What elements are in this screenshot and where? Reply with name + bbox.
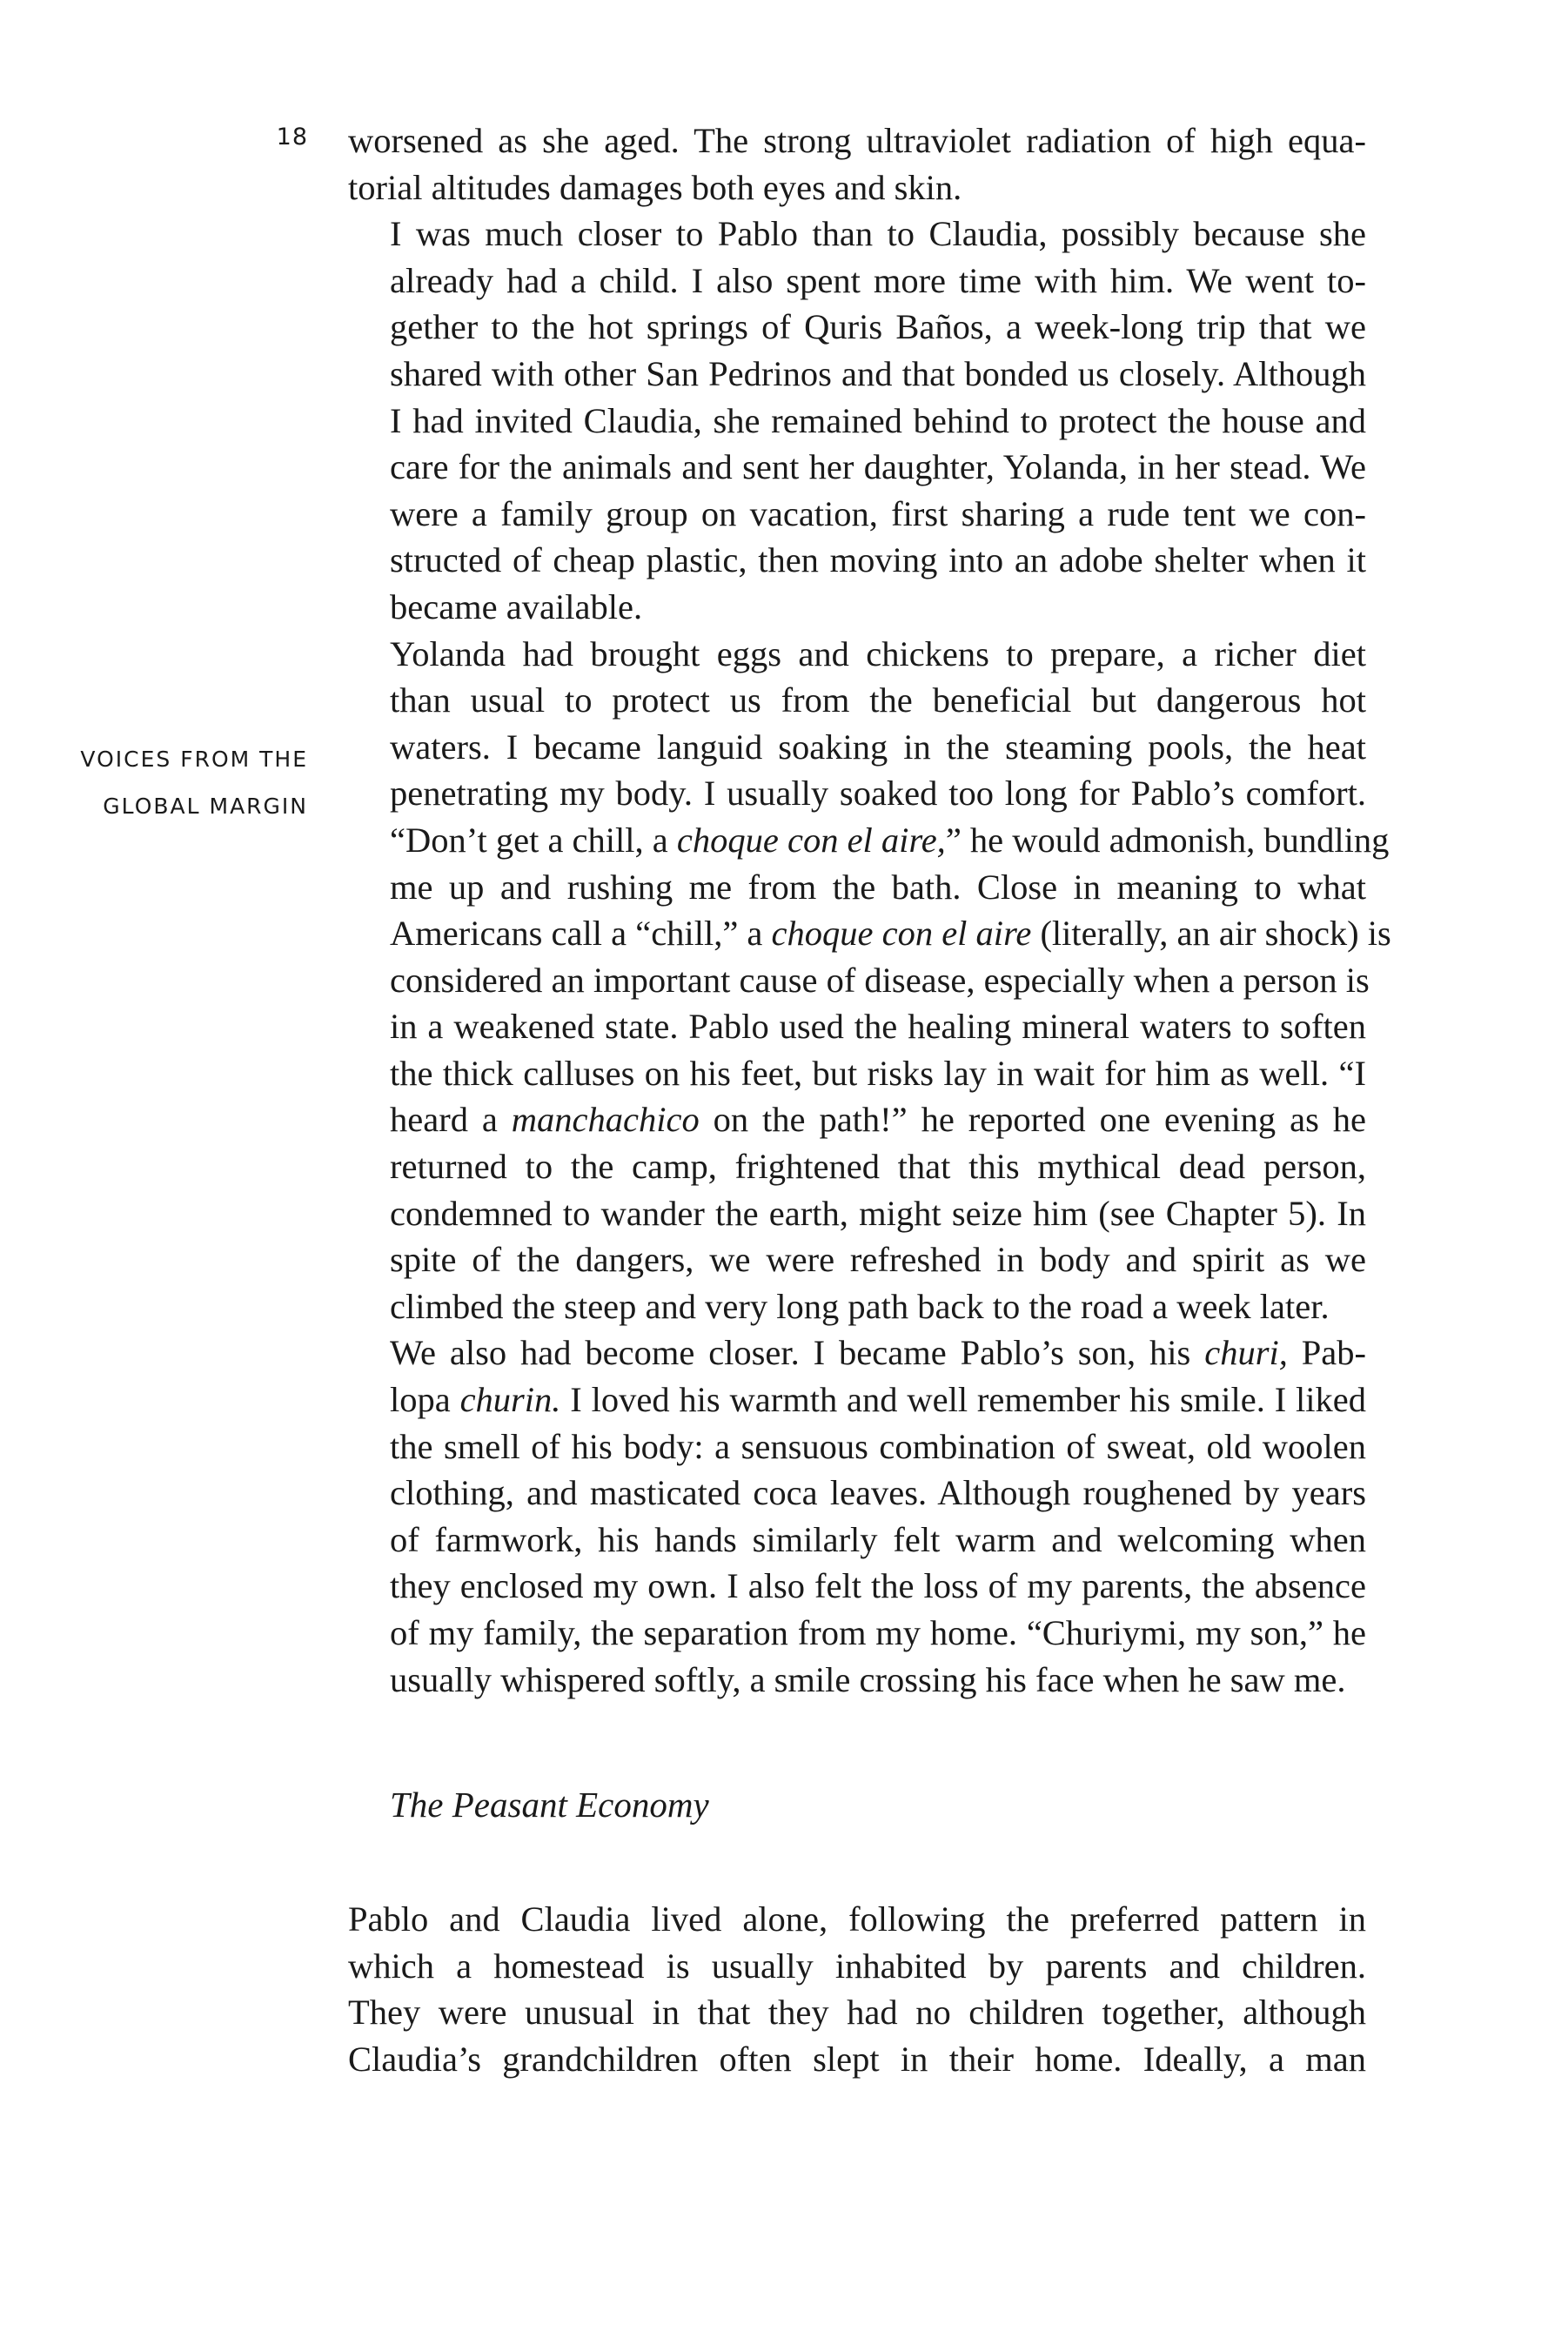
text-line: They were unusual in that they had no children together, although xyxy=(348,1993,1366,2033)
text-line: Claudia’s grandchildren often slept in their home. Ideally, a man xyxy=(348,2039,1366,2079)
text-line: care for the animals and sent her daughter, Yolanda, in her stead. We xyxy=(390,447,1366,487)
body-text xyxy=(348,117,1391,2083)
text-line: became available. xyxy=(390,586,643,626)
paragraph xyxy=(348,117,1366,211)
text-run: “Don’t get a chill, a xyxy=(390,820,677,860)
text-line: usually whispered softly, a smile crossing his face when he saw me. xyxy=(390,1659,1346,1699)
text-line xyxy=(348,910,1391,957)
text-line: which a homestead is usually inhabited by parents and children. xyxy=(348,1946,1366,1986)
running-head-line: VOICES FROM THE xyxy=(80,747,308,772)
italic-term: churi, xyxy=(1204,1333,1288,1373)
text-run: I loved his warmth and well remember his smile. I liked xyxy=(560,1380,1366,1420)
running-head-line: GLOBAL MARGIN xyxy=(103,794,308,819)
text-line: worsened as she aged. The strong ultraviolet radiation of high equa- xyxy=(348,121,1366,160)
paragraph xyxy=(348,631,1391,1330)
running-head xyxy=(52,736,308,830)
text-line xyxy=(348,1096,1366,1143)
text-line: clothing, and masticated coca leaves. Although roughened by years xyxy=(390,1473,1366,1513)
text-line: Pablo and Claudia lived alone, following the preferred pattern in xyxy=(348,1899,1366,1939)
text-line: they enclosed my own. I also felt the loss of my parents, the absence xyxy=(390,1566,1366,1606)
text-run: ” he would admonish, bundling xyxy=(945,820,1390,860)
text-line: considered an important cause of disease, especially when a person is xyxy=(390,960,1370,1000)
paragraph xyxy=(348,211,1366,630)
text-run: Americans call a “chill,” a xyxy=(390,914,772,954)
text-line: the thick calluses on his feet, but risks lay in wait for him as well. “I xyxy=(390,1053,1366,1093)
italic-term: choque con el aire xyxy=(771,914,1032,954)
text-run: (literally, an air shock) is xyxy=(1031,914,1391,954)
text-line: spite of the dangers, we were refreshed in body and spirit as we xyxy=(390,1240,1366,1280)
text-line: returned to the camp, frightened that this mythical dead person, xyxy=(390,1147,1366,1187)
text-line: penetrating my body. I usually soaked too long for Pablo’s comfort. xyxy=(390,774,1366,814)
page-number: 18 xyxy=(276,124,308,151)
text-line: shared with other San Pedrinos and that bonded us closely. Although xyxy=(390,353,1366,393)
italic-term: churin. xyxy=(459,1380,561,1420)
text-line: I had invited Claudia, she remained behind to protect the house and xyxy=(390,400,1366,440)
text-line xyxy=(348,1330,1366,1376)
text-line: Yolanda had brought eggs and chickens to prepare, a richer diet xyxy=(390,633,1366,673)
text-line: gether to the hot springs of Quris Baños, a week-long trip that we xyxy=(390,307,1366,347)
text-line: condemned to wander the earth, might seize him (see Chapter 5). In xyxy=(390,1193,1366,1233)
italic-term: choque con el aire, xyxy=(676,820,946,860)
text-run: We also had become closer. I became Pablo’s son, his xyxy=(390,1333,1205,1373)
text-line: of farmwork, his hands similarly felt warm and welcoming when xyxy=(390,1519,1366,1559)
text-run: on the path!” he reported one evening as he xyxy=(699,1100,1366,1140)
text-line: than usual to protect us from the beneficial but dangerous hot xyxy=(390,680,1366,720)
section-paragraphs xyxy=(348,1896,1366,2082)
text-line: were a family group on vacation, first sharing a rude tent we con- xyxy=(390,493,1366,533)
paragraph xyxy=(348,1330,1366,1703)
text-line: me up and rushing me from the bath. Close in meaning to what xyxy=(390,867,1366,907)
italic-term: manchachico xyxy=(511,1100,700,1140)
text-run: lopa xyxy=(390,1380,460,1420)
text-line: the smell of his body: a sensuous combination of sweat, old woolen xyxy=(390,1426,1366,1466)
text-line xyxy=(348,1376,1366,1423)
text-line: in a weakened state. Pablo used the healing mineral waters to soften xyxy=(390,1007,1366,1047)
text-run: Pab- xyxy=(1287,1333,1366,1373)
text-line: torial altitudes damages both eyes and skin. xyxy=(348,167,962,207)
text-line: climbed the steep and very long path back to the road a week later. xyxy=(390,1286,1330,1326)
text-run: heard a xyxy=(390,1100,512,1140)
text-line: I was much closer to Pablo than to Claudia, possibly because she xyxy=(390,214,1366,254)
text-line: waters. I became languid soaking in the steaming pools, the heat xyxy=(390,727,1366,767)
main-paragraphs xyxy=(348,117,1391,1703)
text-line: already had a child. I also spent more time with him. We went to- xyxy=(390,260,1366,300)
paragraph xyxy=(348,1896,1366,2082)
text-line: structed of cheap plastic, then moving into an adobe shelter when it xyxy=(390,540,1366,580)
text-line: of my family, the separation from my home. “Churiymi, my son,” he xyxy=(390,1613,1366,1652)
section-heading: The Peasant Economy xyxy=(390,1785,709,1825)
text-line xyxy=(348,817,1390,864)
